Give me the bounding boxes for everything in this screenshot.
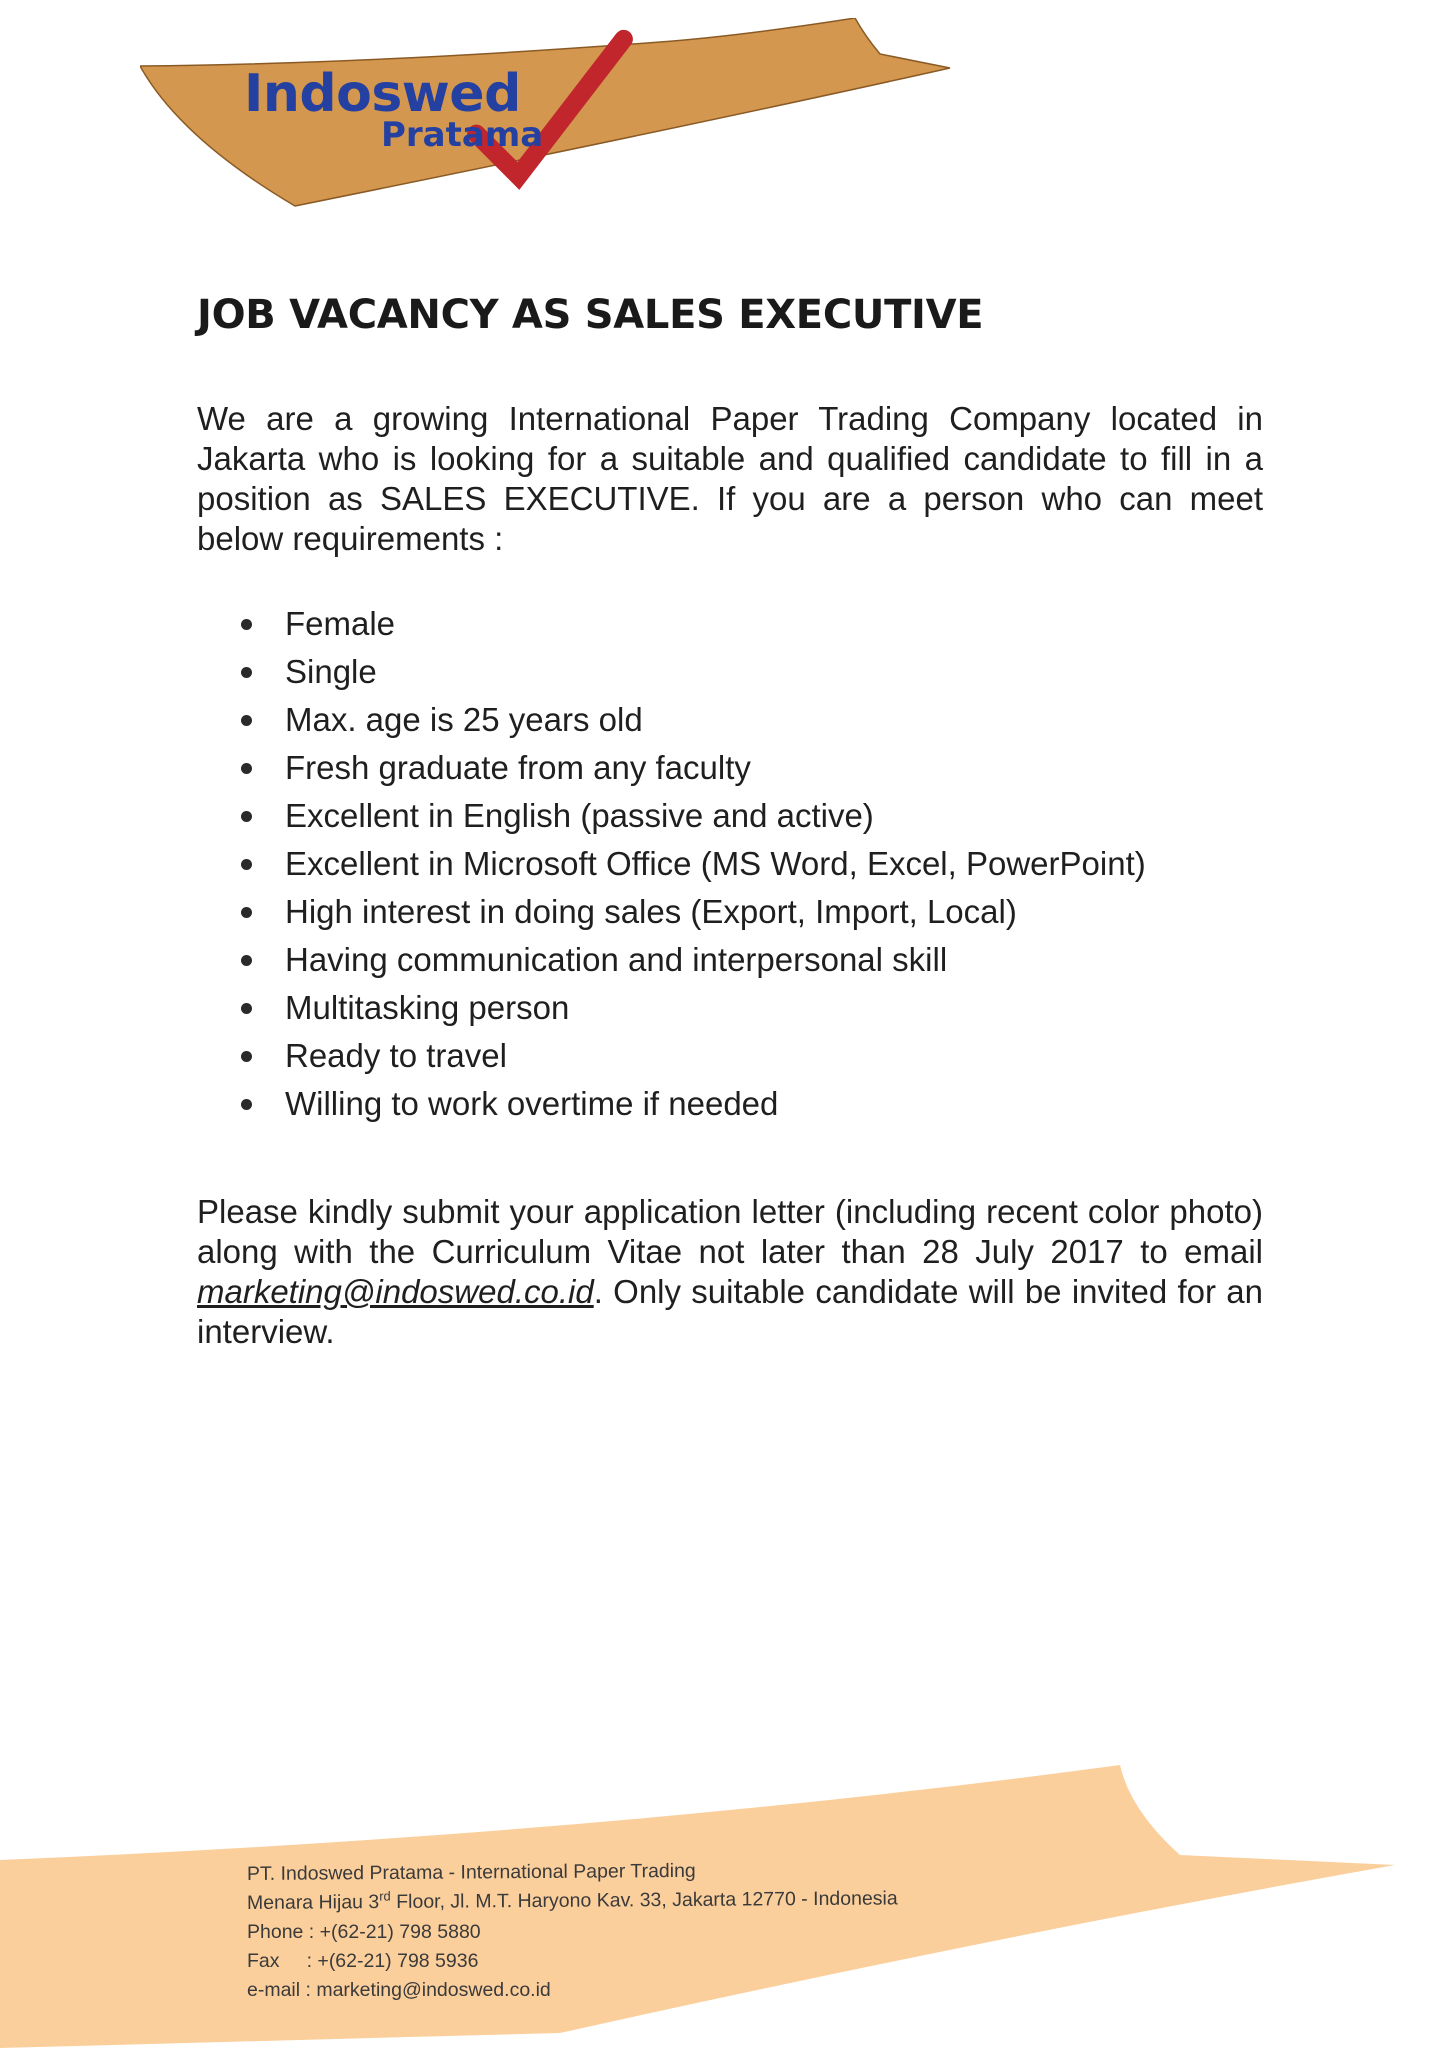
requirements-list bbox=[240, 600, 1146, 1128]
footer-email-line: e-mail : marketing@indoswed.co.id bbox=[247, 1979, 551, 2001]
closing-text-before-email: Please kindly submit your application letter (including recent color photo) along with the Curriculum Vitae not later than 28 July 2017 to email bbox=[197, 1193, 1263, 1270]
requirement-item bbox=[240, 648, 1146, 696]
requirement-item bbox=[240, 984, 1146, 1032]
bullet-icon bbox=[241, 1003, 252, 1014]
requirement-text: Fresh graduate from any faculty bbox=[285, 749, 751, 786]
bullet-icon bbox=[241, 1051, 252, 1062]
requirement-item bbox=[240, 744, 1146, 792]
footer-address-part2: Floor, Jl. M.T. Haryono Kav. 33, Jakarta 12770 - Indonesia bbox=[390, 1887, 898, 1913]
requirement-item bbox=[240, 1080, 1146, 1128]
requirement-text: Excellent in English (passive and active) bbox=[285, 797, 874, 834]
footer-fax-line: Fax : +(62-21) 798 5936 bbox=[247, 1950, 479, 1972]
requirement-item bbox=[240, 840, 1146, 888]
requirement-item bbox=[240, 696, 1146, 744]
logo-checkmark-icon bbox=[140, 18, 960, 218]
requirement-text: High interest in doing sales (Export, Import, Local) bbox=[285, 893, 1017, 930]
bullet-icon bbox=[241, 811, 252, 822]
logo-name-main: Indoswed bbox=[244, 64, 521, 124]
page-title: JOB VACANCY AS SALES EXECUTIVE bbox=[197, 292, 984, 338]
bullet-icon bbox=[241, 859, 252, 870]
requirement-item bbox=[240, 1032, 1146, 1080]
requirement-text: Single bbox=[285, 653, 377, 690]
footer-address-sup: rd bbox=[379, 1888, 391, 1904]
logo-name-sub: Pratama bbox=[381, 115, 544, 155]
requirement-text: Excellent in Microsoft Office (MS Word, Excel, PowerPoint) bbox=[285, 845, 1146, 882]
footer-phone-line: Phone : +(62-21) 798 5880 bbox=[247, 1921, 481, 1943]
intro-paragraph: We are a growing International Paper Trading Company located in Jakarta who is looking for a suitable and qualified candidate to fill in a position as SALES EXECUTIVE. If you are a person who can meet below requirements : bbox=[197, 400, 1263, 557]
bullet-icon bbox=[241, 715, 252, 726]
requirement-item bbox=[240, 888, 1146, 936]
company-logo bbox=[140, 18, 960, 218]
requirement-item bbox=[240, 936, 1146, 984]
bullet-icon bbox=[241, 763, 252, 774]
requirement-text: Female bbox=[285, 605, 396, 642]
bullet-icon bbox=[241, 667, 252, 678]
footer-contact-block bbox=[247, 1860, 898, 2005]
footer-company-line: PT. Indoswed Pratama - International Paper Trading bbox=[246, 1859, 696, 1885]
requirement-item bbox=[240, 600, 1146, 648]
requirement-text: Multitasking person bbox=[285, 989, 570, 1026]
bullet-icon bbox=[241, 619, 252, 630]
bullet-icon bbox=[241, 955, 252, 966]
requirement-text: Max. age is 25 years old bbox=[285, 701, 643, 738]
closing-paragraph bbox=[197, 1192, 1263, 1352]
requirement-item bbox=[240, 792, 1146, 840]
email-link[interactable]: marketing@indoswed.co.id bbox=[197, 1273, 594, 1310]
requirement-text: Willing to work overtime if needed bbox=[285, 1085, 779, 1122]
requirement-text: Having communication and interpersonal skill bbox=[285, 941, 948, 978]
closing-text-after-email: . Only suitable candidate will be invited for an interview. bbox=[197, 1273, 1263, 1350]
bullet-icon bbox=[241, 1099, 252, 1110]
requirement-text: Ready to travel bbox=[285, 1037, 507, 1074]
footer-address-part1: Menara Hijau 3 bbox=[246, 1891, 380, 1914]
bullet-icon bbox=[241, 907, 252, 918]
footer-address-line bbox=[247, 1884, 898, 1918]
